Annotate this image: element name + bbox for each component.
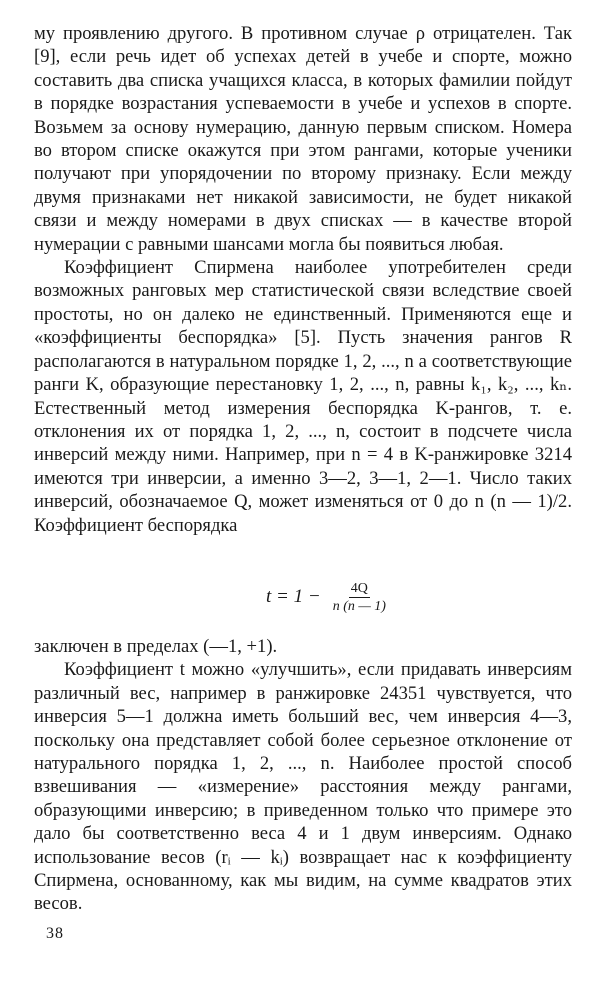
formula-lhs: t = 1 − [266, 586, 321, 607]
disorder-coefficient-formula [34, 574, 572, 620]
paragraph-spearman-example: му проявлению другого. В противном случае ρ отрицателен. Так [9], если речь идет об успехах детей в учебе и спорте, можно составить два списка учащихся класса, в которых фамилии пойдут в порядке возрастания успеваемости в учебе и успехов в спорте. Возьмем за основу нумерацию, данную первым списком. Номера во втором списке окажутся при этом рангами, которые ученики получают при упорядочении по второму признаку. Если между двумя признаками нет никакой зависимости, не будет никакой связи и между номерами в двух списках — в качестве второй нумерации с равными шансами могла бы появиться любая. [34, 23, 572, 255]
formula-numerator: 4Q [350, 580, 368, 596]
paragraph-range: заключен в пределах (—1, +1). [34, 636, 278, 657]
text-block-top [34, 22, 572, 537]
paragraph-disorder-coefficients: Коэффициент Спирмена наиболее употребителен среди возможных ранговых мер статистической связи вследствие своей простоты, но он далеко не единственный. Применяются еще и «коэффициенты беспорядка» [5]. Пусть значения рангов R располагаются в натуральном порядке 1, 2, ..., n а соответствующие ранги K, образующие перестановку 1, 2, ..., n, равны k₁, k₂, ..., kₙ. Естественный метод измерения беспорядка K-рангов, т. е. отклонения их от порядка 1, 2, ..., n, состоит в подсчете числа инверсий между ними. Например, при n = 4 в K-ранжировке 3214 имеются три инверсии, а именно 3—2, 3—1, 2—1. Число таких инверсий, обозначаемое Q, может изменяться от 0 до n (n — 1)/2. Коэффициент беспорядка [34, 257, 572, 536]
text-block-bottom [34, 635, 572, 916]
formula-denominator: n (n — 1) [332, 598, 386, 614]
paragraph-weighted-inversions: Коэффициент t можно «улучшить», если придавать инверсиям различный вес, например в ранжировке 24351 чувствуется, что инверсия 5—1 должна иметь больший вес, чем инверсия 4—3, поскольку она представляет собой более серьезное отклонение от натурального порядка 1, 2, ..., n. Наиболее простой способ взвешивания — «измерение» расстояния между рангами, образующими инверсию; в приведенном только что примере это дало бы соответственно веса 4 и 1 двум инверсиям. Однако использование весов (rᵢ — kᵢ) возвращает нас к коэффициенту Спирмена, основанному, как мы видим, на сумме квадратов этих весов. [34, 659, 572, 915]
formula-fraction [331, 580, 388, 615]
page-number: 38 [46, 925, 64, 942]
